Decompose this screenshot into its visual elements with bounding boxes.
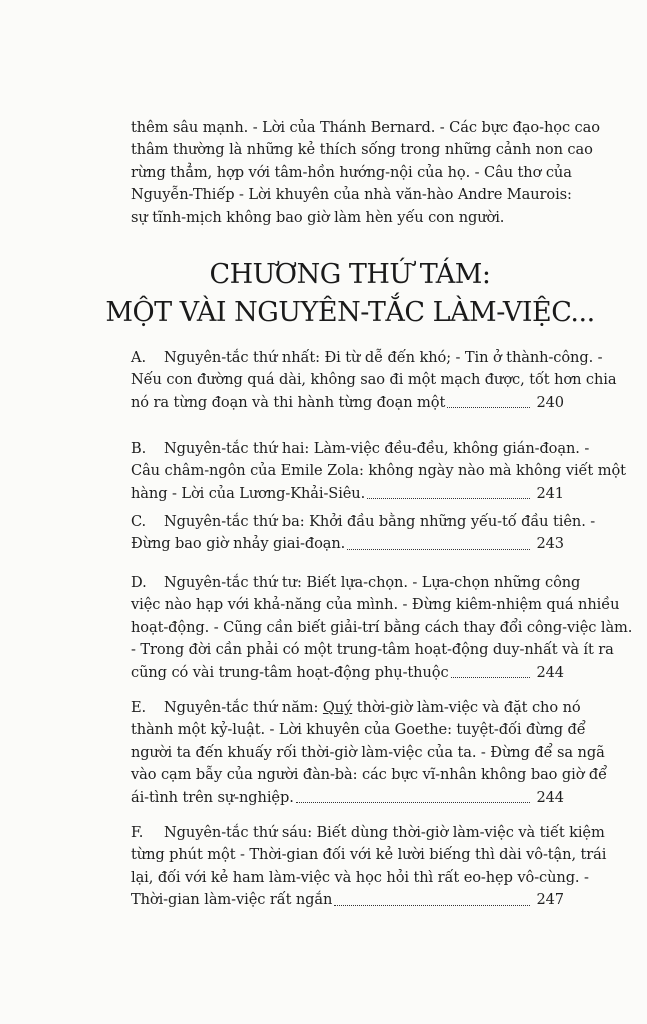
dot-leader bbox=[367, 483, 530, 499]
entry-first-line bbox=[131, 697, 581, 719]
entry-letter: B. bbox=[131, 440, 147, 457]
entry-text: hàng - Lời của Lương-Khải-Siêu. bbox=[131, 484, 366, 502]
toc-entry-d bbox=[131, 572, 633, 684]
entry-last-line bbox=[131, 483, 564, 505]
entry-line: từng phút một - Thời-gian đối với kẻ lười biếng thì dài vô-tận, trái bbox=[131, 846, 607, 864]
entry-text: thời-giờ làm-việc và đặt cho nó bbox=[352, 699, 581, 716]
entry-last-line bbox=[131, 662, 564, 684]
entry-text: Nguyên-tắc thứ ba: Khởi đầu bằng những yếu-tố đầu tiên. - bbox=[164, 513, 596, 530]
entry-line: Nếu con đường quá dài, không sao đi một mạch được, tốt hơn chia bbox=[131, 371, 617, 389]
underlined-word: Quý bbox=[322, 699, 353, 716]
entry-text: Nguyên-tắc thứ năm: bbox=[164, 699, 323, 716]
entry-last-line bbox=[131, 787, 564, 809]
entry-line: lại, đối với kẻ ham làm-việc và học hỏi thì rất eo-hẹp vô-cùng. - bbox=[131, 868, 589, 886]
entry-first-line bbox=[131, 572, 581, 594]
entry-first-line bbox=[131, 822, 605, 844]
intro-line: thâm thường là những kẻ thích sống trong những cảnh non cao bbox=[131, 141, 593, 159]
entry-letter: C. bbox=[131, 513, 147, 530]
toc-entry-c bbox=[131, 511, 596, 556]
dot-leader bbox=[334, 889, 530, 905]
toc-entry-f bbox=[131, 822, 607, 912]
page-number: 244 bbox=[536, 663, 564, 681]
dot-leader bbox=[296, 787, 531, 803]
page-number: 247 bbox=[536, 891, 564, 909]
entry-line: Câu châm-ngôn của Emile Zola: không ngày nào mà không viết một bbox=[131, 462, 626, 480]
intro-line: sự tĩnh-mịch không bao giờ làm hèn yếu con người. bbox=[131, 208, 505, 226]
entry-text: ái-tình trên sự-nghiệp. bbox=[131, 788, 294, 806]
chapter-title-line1: CHƯƠNG THỨ TÁM: bbox=[209, 259, 491, 290]
entry-line: thành một kỷ-luật. - Lời khuyên của Goethe: tuyệt-đối đừng để bbox=[131, 721, 586, 739]
entry-letter: D. bbox=[131, 574, 147, 591]
entry-text: Nguyên-tắc thứ sáu: Biết dùng thời-giờ làm-việc và tiết kiệm bbox=[164, 824, 605, 841]
dot-leader bbox=[347, 533, 530, 549]
entry-line: vào cạm bẫy của người đàn-bà: các bực vĩ-nhân không bao giờ để bbox=[131, 766, 608, 784]
entry-letter: F. bbox=[131, 824, 144, 841]
entry-line: hoạt-động. - Cũng cần biết giải-trí bằng cách thay đổi công-việc làm. bbox=[131, 618, 633, 636]
entry-line: - Trong đời cần phải có một trung-tâm hoạt-động duy-nhất và ít ra bbox=[131, 641, 614, 659]
entry-text: Đừng bao giờ nhảy giai-đoạn. bbox=[131, 535, 346, 553]
entry-text: cũng có vài trung-tâm hoạt-động phụ-thuộc bbox=[131, 663, 449, 681]
entry-text: Nguyên-tắc thứ tư: Biết lựa-chọn. - Lựa-chọn những công bbox=[164, 574, 581, 591]
intro-line: Nguyễn-Thiếp - Lời khuyên của nhà văn-hào Andre Maurois: bbox=[131, 186, 572, 204]
intro-line: rừng thẳm, hợp với tâm-hồn hướng-nội của họ. - Câu thơ của bbox=[131, 163, 572, 181]
chapter-title-line2: MỘT VÀI NGUYÊN-TẮC LÀM-VIỆC... bbox=[105, 297, 595, 328]
entry-text: nó ra từng đoạn và thi hành từng đoạn một bbox=[131, 393, 446, 411]
dot-leader bbox=[451, 662, 531, 678]
entry-line: người ta đến khuấy rối thời-giờ làm-việc của ta. - Đừng để sa ngã bbox=[131, 743, 605, 761]
entry-first-line bbox=[131, 347, 603, 369]
intro-paragraph bbox=[131, 117, 600, 229]
entry-last-line bbox=[131, 392, 564, 414]
entry-first-line bbox=[131, 438, 590, 460]
entry-text: Nguyên-tắc thứ nhất: Đi từ dễ đến khó; - Tin ở thành-công. - bbox=[164, 349, 603, 366]
intro-line: thêm sâu mạnh. - Lời của Thánh Bernard. - Các bực đạo-học cao bbox=[131, 119, 600, 136]
entry-letter: A. bbox=[131, 349, 146, 366]
entry-line: việc nào hạp với khả-năng của mình. - Đừng kiêm-nhiệm quá nhiều bbox=[131, 596, 620, 614]
page-number: 241 bbox=[536, 484, 564, 502]
entry-letter: E. bbox=[131, 699, 147, 716]
toc-entry-e bbox=[131, 697, 608, 809]
page-number: 243 bbox=[536, 535, 564, 553]
entry-last-line bbox=[131, 889, 564, 911]
entry-text: Nguyên-tắc thứ hai: Làm-việc đều-đều, không gián-đoạn. - bbox=[164, 440, 590, 457]
entry-last-line bbox=[131, 533, 564, 555]
toc-entry-b bbox=[131, 438, 626, 505]
toc-entry-a bbox=[131, 347, 617, 414]
dot-leader bbox=[447, 392, 530, 408]
page-number: 244 bbox=[536, 788, 564, 806]
page-number: 240 bbox=[536, 393, 564, 411]
entry-first-line bbox=[131, 511, 596, 533]
entry-text: Thời-gian làm-việc rất ngắn bbox=[131, 891, 333, 909]
